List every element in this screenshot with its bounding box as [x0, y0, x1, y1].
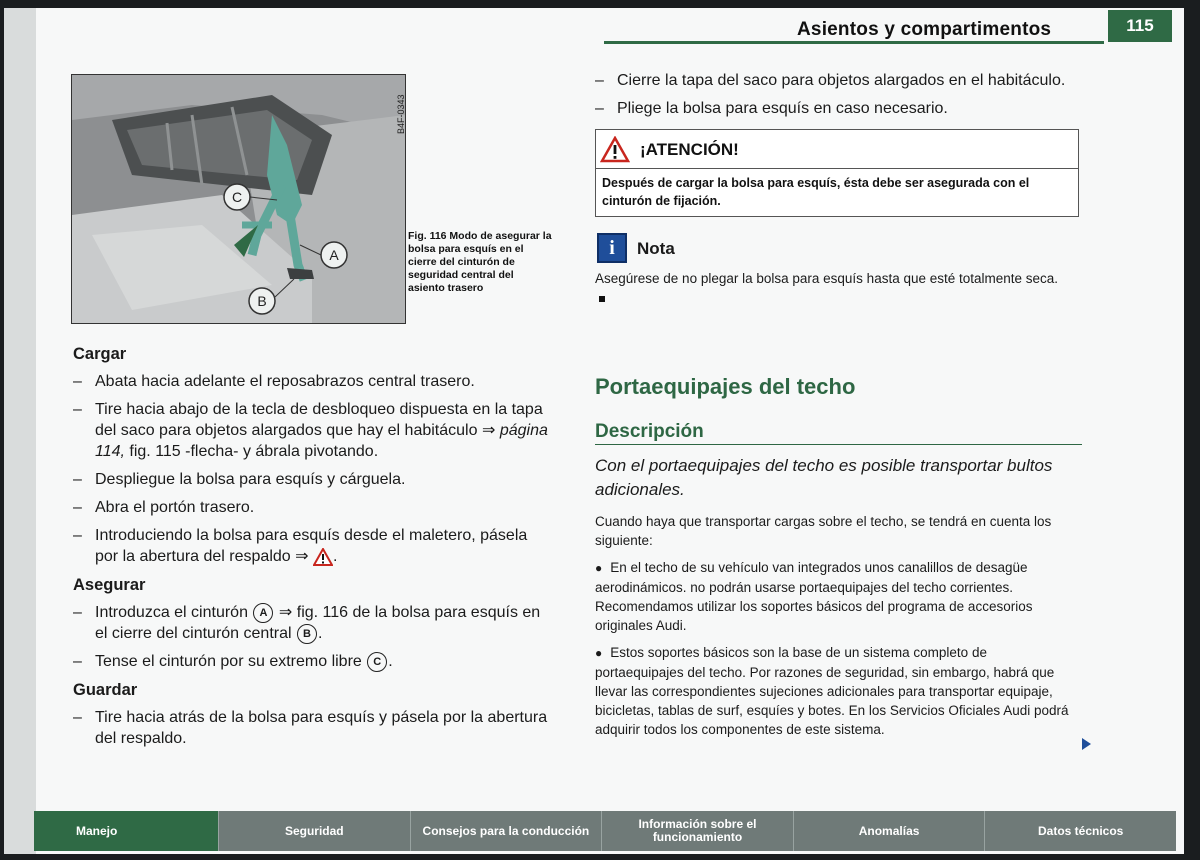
figure-label-a: A: [329, 247, 339, 263]
label-c-icon: C: [367, 652, 387, 672]
figure-code: B4F-0343: [396, 94, 406, 134]
step: – Pliege la bolsa para esquís en caso necesario.: [595, 100, 948, 117]
page-spine: [4, 8, 36, 854]
xref-arrow-icon: ⇒: [295, 548, 309, 565]
step: – Tense el cinturón por su extremo libre C .: [73, 653, 393, 670]
warning-box: [595, 129, 1079, 217]
chapter-title: Asientos y compartimentos: [797, 19, 1052, 40]
header-rule: [604, 41, 1104, 44]
figure-caption: Fig. 116 Modo de asegurar la bolsa para esquís en el cierre del cinturón de seguridad central del asiento trasero: [408, 230, 552, 294]
continue-arrow-icon[interactable]: [1082, 738, 1091, 750]
page-reference-link[interactable]: página 114,: [95, 422, 548, 460]
footer-tab-manejo[interactable]: Manejo: [34, 811, 219, 851]
warning-triangle-icon[interactable]: [313, 548, 333, 566]
figure-label-b: B: [257, 293, 267, 309]
step: – Cierre la tapa del saco para objetos alargados en el habitáculo.: [595, 72, 1066, 89]
bullet-icon: ●: [595, 561, 603, 575]
footer-nav: [34, 811, 1176, 851]
step: – Despliegue la bolsa para esquís y cárguela.: [73, 471, 406, 488]
heading-guardar: Guardar: [73, 681, 138, 699]
footer-tab-anomalias[interactable]: Anomalías: [794, 811, 986, 851]
label-a-icon: A: [253, 603, 273, 623]
warning-triangle-icon: [600, 136, 630, 163]
figure-ski-bag: [71, 74, 406, 324]
right-column: [595, 70, 1085, 309]
label-b-icon: B: [297, 624, 317, 644]
manual-page: [4, 8, 1184, 854]
note-title: Nota: [637, 238, 675, 258]
footer-tab-datos[interactable]: Datos técnicos: [1037, 823, 1124, 838]
xref-arrow-icon: ⇒: [481, 422, 496, 439]
subsection-title: Descripción: [595, 421, 704, 442]
intro-text: Con el portaequipajes del techo es posible transportar bultos adicionales.: [595, 456, 1053, 499]
footer-tab-seguridad[interactable]: Seguridad: [219, 811, 411, 851]
section-end-icon: [599, 296, 605, 302]
heading-cargar: Cargar: [73, 345, 127, 363]
section-title: Portaequipajes del techo: [595, 374, 856, 399]
xref-arrow-icon: ⇒: [278, 604, 293, 621]
bullet-icon: ●: [595, 646, 603, 660]
warning-text: Después de cargar la bolsa para esquís, ésta debe ser asegurada con el cinturón de fijación.: [596, 168, 1078, 216]
footer-tab-informacion[interactable]: Información sobre el funcionamiento: [602, 811, 794, 851]
step: – Tire hacia abajo de la tecla de desbloqueo dispuesta en la tapa del saco para objetos alargados que hay el habitáculo ⇒ página 114, fig. 115 -flecha- y ábrala pivotando.: [73, 401, 548, 460]
footer-tab-consejos[interactable]: Consejos para la conducción: [411, 811, 603, 851]
note-header: [597, 233, 1085, 263]
step: – Introduzca el cinturón A ⇒ fig. 116 de la bolsa para esquís en el cierre del cinturón central B .: [73, 604, 541, 642]
step: – Introduciendo la bolsa para esquís desde el maletero, pásela por la abertura del respaldo ⇒ .: [73, 527, 528, 565]
page-number: 115: [1108, 10, 1172, 42]
body-paragraph: Cuando haya que transportar cargas sobre el techo, se tendrá en cuenta los siguiente:: [595, 514, 1052, 548]
step: – Tire hacia atrás de la bolsa para esquís y pásela por la abertura del respaldo.: [73, 709, 548, 747]
ski-bag-illustration: [72, 75, 405, 323]
note-text: Asegúrese de no plegar la bolsa para esquís hasta que esté totalmente seca.: [595, 269, 1065, 309]
step: – Abata hacia adelante el reposabrazos central trasero.: [73, 373, 475, 390]
bullet-item: ● Estos soportes básicos son la base de un sistema completo de portaequipajes del techo. Por razones de seguridad, sin embargo, habrá que llevar las correspondientes sujeciones adicionales para transportar equipaje, bicicletas, tablas de surf, esquíes y botes. En los Servicios Oficiales Audi podrá adquirir todos los componentes de este sistema.: [595, 645, 1069, 737]
step: – Abra el portón trasero.: [73, 499, 255, 516]
bullet-item: ● En el techo de su vehículo van integrados unos canalillos de desagüe aerodinámicos. no podrán usarse portaequipajes del techo corrientes. Recomendamos utilizar los soportes básicos del programa de accesorios originales Audi.: [595, 560, 1033, 633]
info-icon: i: [597, 233, 627, 263]
heading-asegurar: Asegurar: [73, 576, 146, 594]
warning-title: ¡ATENCIÓN!: [640, 139, 739, 159]
warning-header: [596, 130, 1078, 168]
left-column: [73, 344, 553, 756]
figure-label-c: C: [231, 189, 243, 205]
body-text: [595, 512, 1073, 747]
subsection-rule: [595, 444, 1082, 445]
